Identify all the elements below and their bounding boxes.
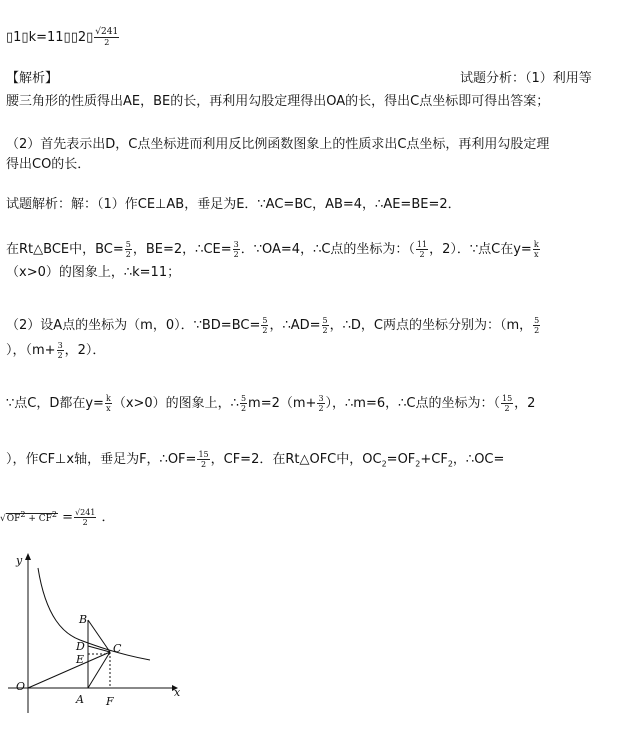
text-seg: ．: [97, 510, 115, 525]
fraction-sqrt241-2: [74, 508, 96, 527]
text-seg: ，2）．: [64, 343, 106, 358]
solution-line-1: 试题解析：解：（1）作CE⊥AB，垂足为E．∵AC=BC，AB=4，∴AE=BE=2．: [6, 197, 461, 212]
summary-p2b: 得出CO的长．: [6, 157, 91, 172]
frac-den: 2: [57, 351, 63, 360]
label-D: D: [76, 640, 85, 653]
text-seg: ，∴AD=: [269, 318, 321, 333]
fraction-15-2: [501, 394, 513, 413]
fraction-5-2: [261, 316, 268, 335]
hyperbola-curve: [38, 568, 150, 660]
frac-num: 3: [318, 394, 324, 403]
text-seg: ，∴OC=: [452, 452, 505, 467]
text-seg: ，CF=2．在Rt△OFC中，OC: [210, 452, 382, 467]
label-O: O: [16, 680, 26, 693]
text-seg: m=2（m+: [248, 396, 317, 411]
geometry-figure: [0, 548, 200, 728]
frac-num: 5: [322, 316, 328, 325]
frac-num: 5: [240, 394, 247, 403]
answer-line: [6, 28, 120, 47]
answer-co-fraction: $\frac{√241}{2}$: [95, 27, 119, 47]
fraction-15-2: [197, 450, 209, 469]
text-seg: ，2）．∵点C在y=: [429, 242, 532, 257]
superscript-2: 2: [51, 510, 57, 519]
frac-num: 3: [57, 341, 63, 350]
frac-den: 2: [534, 326, 540, 335]
solution-line-3: （x>0）的图象上，∴k=11；: [6, 265, 181, 280]
text-seg: + CF: [25, 514, 52, 524]
frac-num: 5: [262, 316, 268, 325]
frac-num: 5: [125, 240, 131, 249]
summary-p1b: 腰三角形的性质得出AE，BE的长，再利用勾股定理得出OA的长，得出C点坐标即可得出答案；: [6, 94, 550, 109]
label-C: C: [113, 642, 122, 655]
frac-den: 2: [318, 404, 324, 413]
text-seg: ．∵OA=4，∴C点的坐标为：（: [240, 242, 415, 257]
analysis-heading: 【解析】: [6, 71, 59, 86]
text-seg: =: [57, 510, 73, 525]
frac-den: 2: [262, 326, 268, 335]
text-seg: ，∴D，C两点的坐标分别为：（m，: [329, 318, 533, 333]
subscript-2: 2: [415, 459, 421, 469]
fraction-5-2: [125, 240, 132, 259]
frac-num: 15: [198, 450, 209, 459]
frac-den: 2: [419, 250, 425, 259]
fraction-k-x: [105, 394, 112, 413]
frac-den: 2: [82, 518, 88, 527]
text-seg: （2）设A点的坐标为（m，0）．∵BD=BC=: [6, 318, 261, 333]
text-seg: （x>0）的图象上，∴: [112, 396, 239, 411]
frac-num: √241: [75, 508, 96, 517]
superscript-2: 2: [20, 510, 26, 519]
text-seg: ），（m+: [6, 343, 56, 358]
segment-AC: [88, 652, 110, 688]
text-seg: ），作CF⊥x轴，垂足为F，∴OF=: [6, 452, 197, 467]
fraction-3-2: [317, 394, 324, 413]
solution-line-4: [6, 316, 541, 335]
frac-den: 2: [322, 326, 328, 335]
label-F: F: [106, 695, 114, 708]
summary-p2: （2）首先表示出D，C点坐标进而利用反比例函数图象上的性质求出C点坐标，再利用勾股定理: [6, 137, 550, 152]
frac-den: 2: [125, 250, 131, 259]
answer-k: ▯1▯k=11▯▯2▯: [6, 30, 94, 45]
frac-den: 2: [504, 404, 510, 413]
text-seg: 在Rt△BCE中，BC=: [6, 242, 124, 257]
segment-OC: [28, 652, 110, 688]
frac-num: 15: [501, 394, 513, 403]
text-seg: OF: [6, 514, 21, 524]
frac-num: 11: [416, 240, 428, 249]
frac-den: x: [534, 250, 539, 259]
solution-line-5: [6, 341, 105, 360]
frac-den: 2: [233, 250, 239, 259]
text-seg: ∵点C，D都在y=: [6, 396, 104, 411]
solution-line-8: [0, 506, 115, 528]
y-axis-arrow: [25, 553, 31, 560]
fraction-3-2: [57, 341, 64, 360]
fraction-5-2: [322, 316, 329, 335]
text-seg: ），∴m=6，∴C点的坐标为：（: [325, 396, 500, 411]
label-B: B: [79, 613, 88, 626]
summary-p1: （1）利用等: [525, 71, 592, 86]
frac-num: k: [533, 240, 539, 249]
sqrt-expression: $√OF^2 + CF^2$: [0, 510, 57, 524]
fraction-11-2: [416, 240, 428, 259]
text-seg: ，BE=2，∴CE=: [132, 242, 232, 257]
frac-num: k: [105, 394, 111, 403]
frac-den: x: [106, 404, 111, 413]
label-A: A: [76, 693, 84, 706]
frac-num: 3: [233, 240, 239, 249]
subscript-2: 2: [381, 459, 387, 469]
solution-line-7: [6, 450, 504, 474]
label-x: x: [174, 686, 181, 699]
solution-line-2: [6, 240, 541, 259]
fraction-5-2: [240, 394, 247, 413]
label-E: E: [76, 653, 85, 666]
fraction-3-2: [233, 240, 240, 259]
summary-label: 试题分析：: [460, 71, 526, 86]
analysis-heading-row: [6, 70, 626, 88]
text-seg: +CF: [420, 452, 448, 467]
frac-den: 2: [240, 404, 247, 413]
subscript-2: 2: [447, 459, 453, 469]
fraction-k-x: [533, 240, 540, 259]
fraction-5-2: [533, 316, 540, 335]
solution-line-6: [6, 394, 535, 413]
label-y: y: [16, 554, 23, 567]
frac-den: 2: [200, 460, 207, 469]
text-seg: =OF: [386, 452, 416, 467]
analysis-summary-label-group: [460, 70, 592, 88]
frac-num: 5: [534, 316, 540, 325]
text-seg: ，2: [514, 396, 536, 411]
